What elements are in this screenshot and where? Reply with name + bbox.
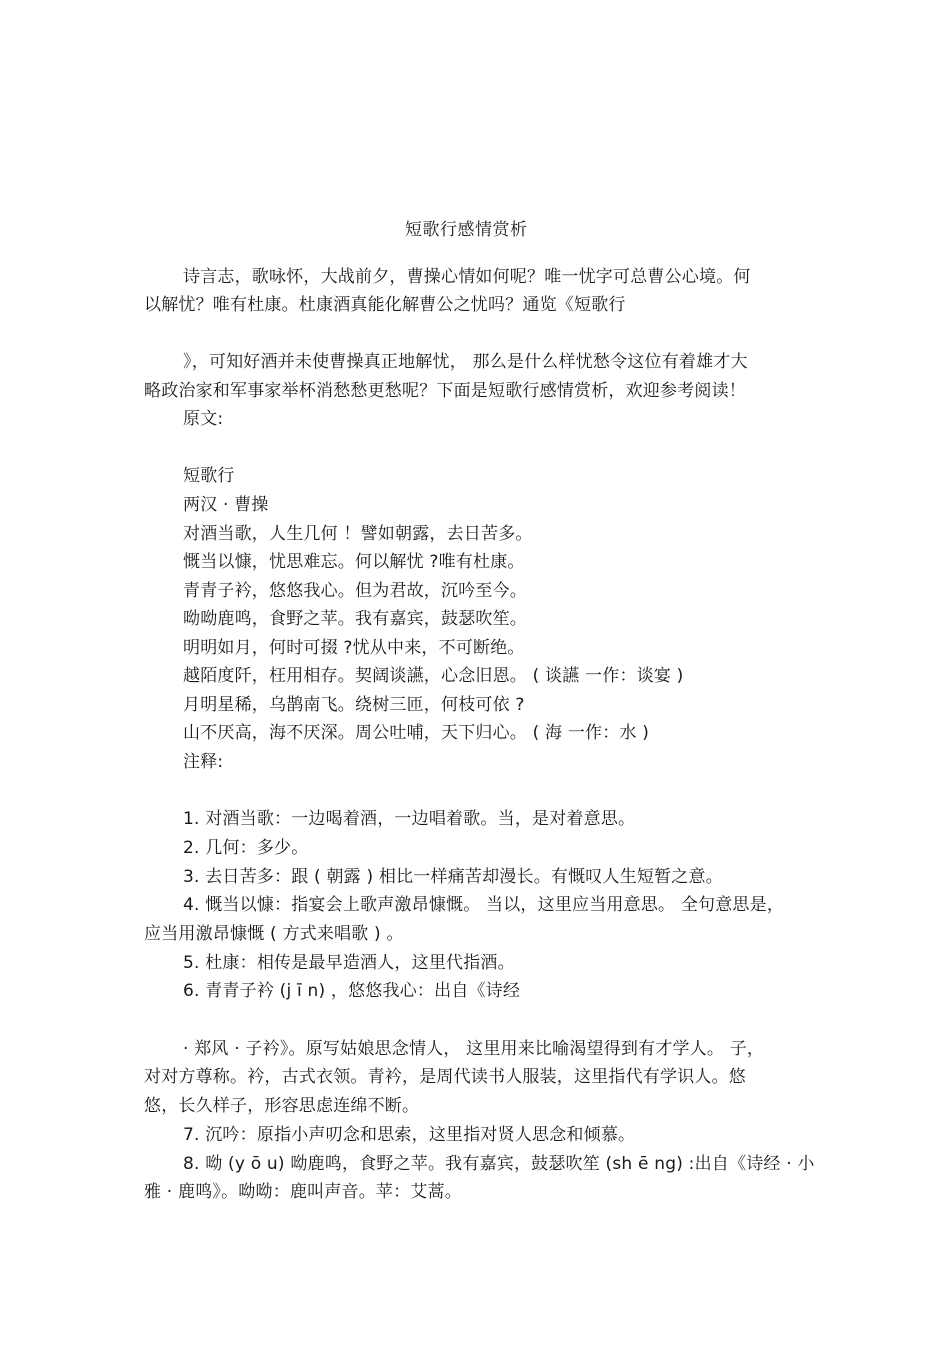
poem-author: 两汉 · 曹操	[183, 495, 269, 515]
note-line: 应当用激昂慷慨 ( 方式来唱歌 ) 。	[144, 924, 404, 944]
poem-line: 越陌度阡，枉用相存。契阔谈讌，心念旧恩。 ( 谈讌 一作：谈宴 )	[183, 666, 684, 686]
note-line: · 郑风 · 子衿》。原写姑娘思念情人， 这里用来比喻渴望得到有才学人。 子，	[183, 1039, 765, 1059]
note-line: 雅 · 鹿鸣》。呦呦：鹿叫声音。苹：艾蒿。	[144, 1182, 462, 1202]
poem-line: 月明星稀，乌鹊南飞。绕树三匝，何枝可依 ?	[183, 695, 525, 715]
note-line: 对对方尊称。衿，古式衣领。青衿，是周代读书人服装，这里指代有学识人。悠	[144, 1067, 746, 1087]
note-line: 5. 杜康：相传是最早造酒人，这里代指酒。	[183, 953, 515, 973]
poem-title: 短歌行	[183, 466, 235, 486]
note-line: 4. 慨当以慷：指宴会上歌声激昂慷慨。 当以，这里应当用意思。 全句意思是，	[183, 895, 785, 915]
note-line: 2. 几何：多少。	[183, 838, 309, 858]
note-line: 3. 去日苦多：跟 ( 朝露 ) 相比一样痛苦却漫长。有慨叹人生短暂之意。	[183, 867, 723, 887]
note-line: 7. 沉吟：原指小声叨念和思索，这里指对贤人思念和倾慕。	[183, 1125, 636, 1145]
note-line: 1. 对酒当歌：一边喝着酒，一边唱着歌。当，是对着意思。	[183, 809, 636, 829]
poem-line: 明明如月，何时可掇 ?忧从中来，不可断绝。	[183, 638, 525, 658]
note-line: 6. 青青子衿 (j ī n) ，悠悠我心：出自《诗经	[183, 981, 521, 1001]
poem-line: 慨当以慷，忧思难忘。何以解忧 ?唯有杜康。	[183, 552, 525, 572]
intro-line: 诗言志，歌咏怀，大战前夕，曹操心情如何呢？唯一忧字可总曹公心境。何	[183, 267, 751, 287]
poem-line: 青青子衿，悠悠我心。但为君故，沉吟至今。	[183, 581, 527, 601]
original-label: 原文:	[183, 409, 224, 429]
poem-line: 对酒当歌，人生几何 ！譬如朝露，去日苦多。	[183, 524, 533, 544]
notes-label: 注释:	[183, 752, 224, 772]
poem-line: 山不厌高，海不厌深。周公吐哺，天下归心。 ( 海 一作：水 )	[183, 723, 650, 743]
intro-line: 以解忧？唯有杜康。杜康酒真能化解曹公之忧吗？通览《短歌行	[144, 295, 626, 315]
note-line: 8. 呦 (y ō u) 呦鹿鸣，食野之苹。我有嘉宾，鼓瑟吹笙 (sh ē ng) :出自《诗经 · 小	[183, 1154, 815, 1174]
poem-line: 呦呦鹿鸣，食野之苹。我有嘉宾，鼓瑟吹笙。	[183, 609, 527, 629]
note-line: 悠，长久样子，形容思虑连绵不断。	[144, 1096, 420, 1116]
document-title: 短歌行感情赏析	[405, 220, 528, 240]
intro-line: 略政治家和军事家举杯消愁愁更愁呢？下面是短歌行感情赏析，欢迎参考阅读！	[144, 381, 746, 401]
intro-line: 》，可知好酒并未使曹操真正地解忧， 那么是什么样忧愁令这位有着雄才大	[183, 352, 748, 372]
